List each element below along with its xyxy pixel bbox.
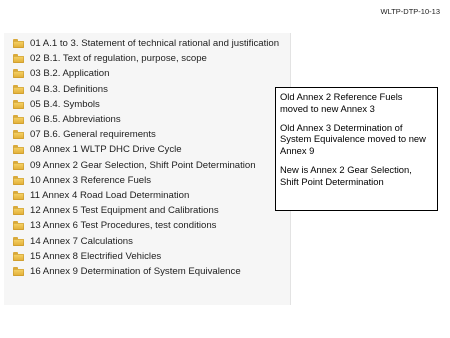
folder-icon: [13, 176, 24, 185]
folder-item[interactable]: [13, 188, 279, 203]
folder-item[interactable]: [13, 127, 279, 142]
folder-label: 08 Annex 1 WLTP DHC Drive Cycle: [30, 144, 182, 156]
annex-change-note: [275, 87, 438, 211]
note-paragraph: Old Annex 3 Determination of System Equivalence moved to new Annex 9: [280, 121, 426, 157]
folder-item[interactable]: [13, 97, 279, 112]
folder-label: 13 Annex 6 Test Procedures, test conditions: [30, 220, 217, 232]
folder-item[interactable]: [13, 112, 279, 127]
folder-label: 03 B.2. Application: [30, 68, 110, 80]
folder-item[interactable]: [13, 218, 279, 233]
folder-item[interactable]: [13, 249, 279, 264]
folder-item[interactable]: [13, 82, 279, 97]
folder-item[interactable]: [13, 36, 279, 51]
document-id: WLTP-DTP-10-13: [380, 7, 440, 16]
folder-label: 05 B.4. Symbols: [30, 98, 100, 110]
folder-list: [13, 36, 279, 279]
folder-list-panel: [4, 33, 291, 305]
folder-label: 07 B.6. General requirements: [30, 129, 156, 141]
folder-icon: [13, 39, 24, 48]
folder-item[interactable]: [13, 264, 279, 279]
folder-item[interactable]: [13, 233, 279, 248]
folder-icon: [13, 161, 24, 170]
folder-icon: [13, 267, 24, 276]
folder-item[interactable]: [13, 158, 279, 173]
folder-label: 01 A.1 to 3. Statement of technical rational and justification: [30, 38, 280, 50]
folder-item[interactable]: [13, 203, 279, 218]
folder-label: 14 Annex 7 Calculations: [30, 235, 133, 247]
folder-label: 09 Annex 2 Gear Selection, Shift Point Determination: [30, 159, 256, 171]
note-paragraph: Old Annex 2 Reference Fuels moved to new Annex 3: [280, 91, 403, 114]
folder-icon: [13, 69, 24, 78]
folder-icon: [13, 221, 24, 230]
folder-item[interactable]: [13, 173, 279, 188]
folder-label: 06 B.5. Abbreviations: [30, 114, 121, 126]
note-paragraph: New is Annex 2 Gear Selection, Shift Point Determination: [280, 163, 412, 187]
folder-icon: [13, 145, 24, 154]
folder-label: 16 Annex 9 Determination of System Equivalence: [30, 265, 241, 277]
folder-icon: [13, 252, 24, 261]
folder-icon: [13, 54, 24, 63]
folder-icon: [13, 85, 24, 94]
folder-label: 04 B.3. Definitions: [30, 83, 108, 95]
folder-label: 15 Annex 8 Electrified Vehicles: [30, 250, 162, 262]
folder-icon: [13, 100, 24, 109]
folder-icon: [13, 115, 24, 124]
folder-label: 02 B.1. Text of regulation, purpose, scope: [30, 53, 207, 65]
folder-icon: [13, 191, 24, 200]
folder-item[interactable]: [13, 66, 279, 81]
folder-icon: [13, 206, 24, 215]
folder-icon: [13, 237, 24, 246]
folder-icon: [13, 130, 24, 139]
folder-label: 10 Annex 3 Reference Fuels: [30, 174, 152, 186]
folder-label: 11 Annex 4 Road Load Determination: [30, 189, 190, 201]
folder-item[interactable]: [13, 51, 279, 66]
folder-item[interactable]: [13, 142, 279, 157]
folder-label: 12 Annex 5 Test Equipment and Calibrations: [30, 205, 219, 217]
